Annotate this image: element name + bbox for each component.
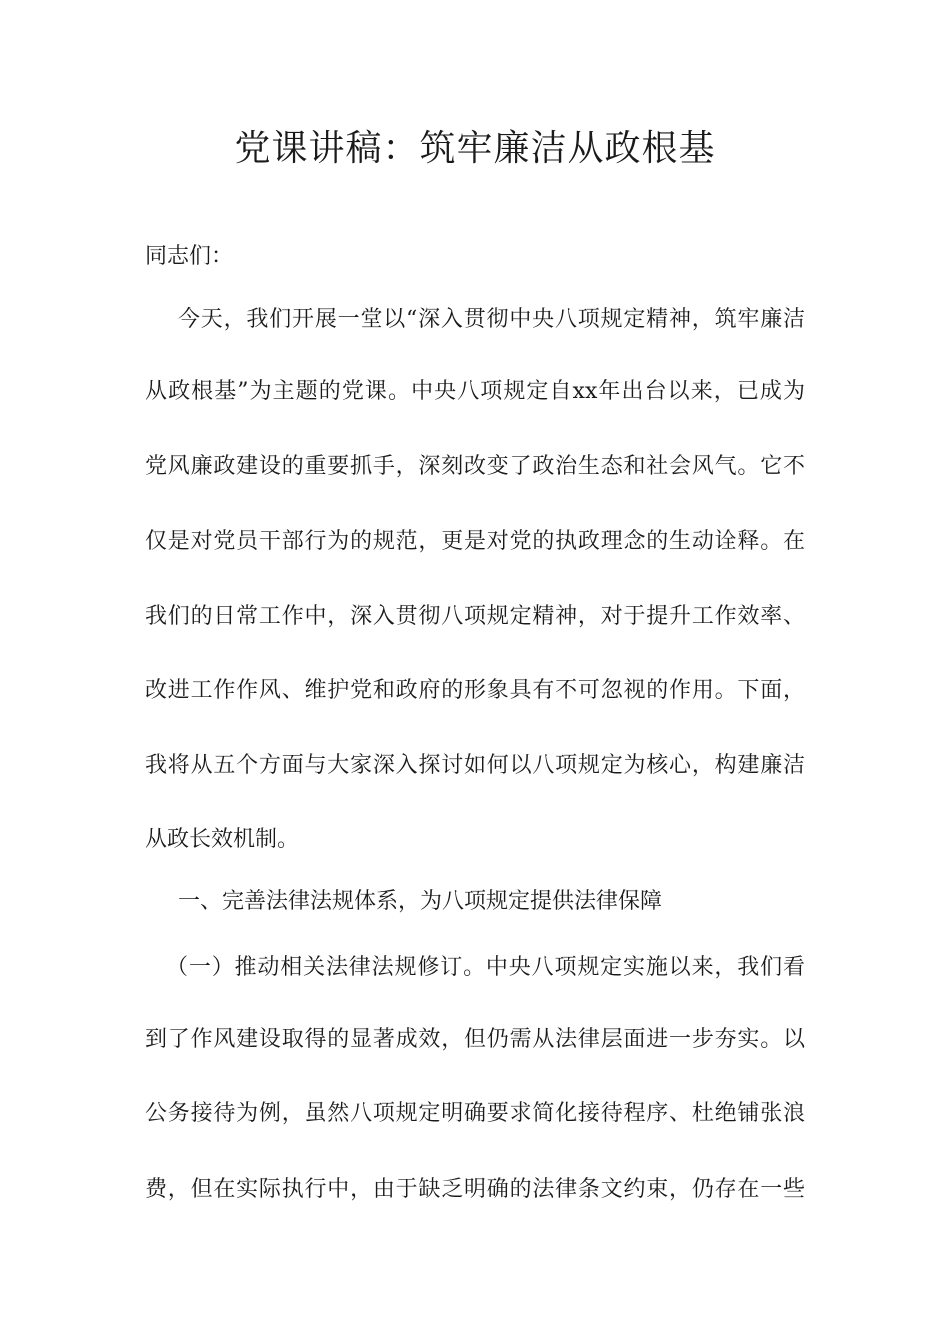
paragraph-line: 公务接待为例，虽然八项规定明确要求简化接待程序、杜绝铺张浪 (145, 1101, 805, 1126)
paragraph-line: 今天，我们开展一堂以“深入贯彻中央八项规定精神，筑牢廉洁 (178, 307, 805, 332)
section-heading: 一、完善法律法规体系，为八项规定提供法律保障 (178, 889, 663, 914)
paragraph-line: 我将从五个方面与大家深入探讨如何以八项规定为核心，构建廉洁 (145, 753, 805, 778)
salutation: 同志们： (145, 244, 234, 269)
document-title: 党课讲稿：筑牢廉洁从政根基 (234, 128, 716, 169)
paragraph-line: 仅是对党员干部行为的规范，更是对党的执政理念的生动诠释。在 (145, 529, 805, 554)
paragraph-line: 从政长效机制。 (145, 827, 300, 852)
paragraph-line: 费，但在实际执行中，由于缺乏明确的法律条文约束，仍存在一些 (145, 1177, 805, 1202)
paragraph-line: 党风廉政建设的重要抓手，深刻改变了政治生态和社会风气。它不 (145, 454, 805, 479)
paragraph-line: （一）推动相关法律法规修订。中央八项规定实施以来，我们看 (166, 955, 805, 980)
paragraph-line: 我们的日常工作中，深入贯彻八项规定精神，对于提升工作效率、 (145, 604, 805, 629)
paragraph-line: 从政根基”为主题的党课。中央八项规定自xx年出台以来，已成为 (145, 379, 805, 404)
paragraph-line: 改进工作作风、维护党和政府的形象具有不可忽视的作用。下面， (145, 678, 805, 703)
paragraph-line: 到了作风建设取得的显著成效，但仍需从法律层面进一步夯实。以 (145, 1027, 805, 1052)
